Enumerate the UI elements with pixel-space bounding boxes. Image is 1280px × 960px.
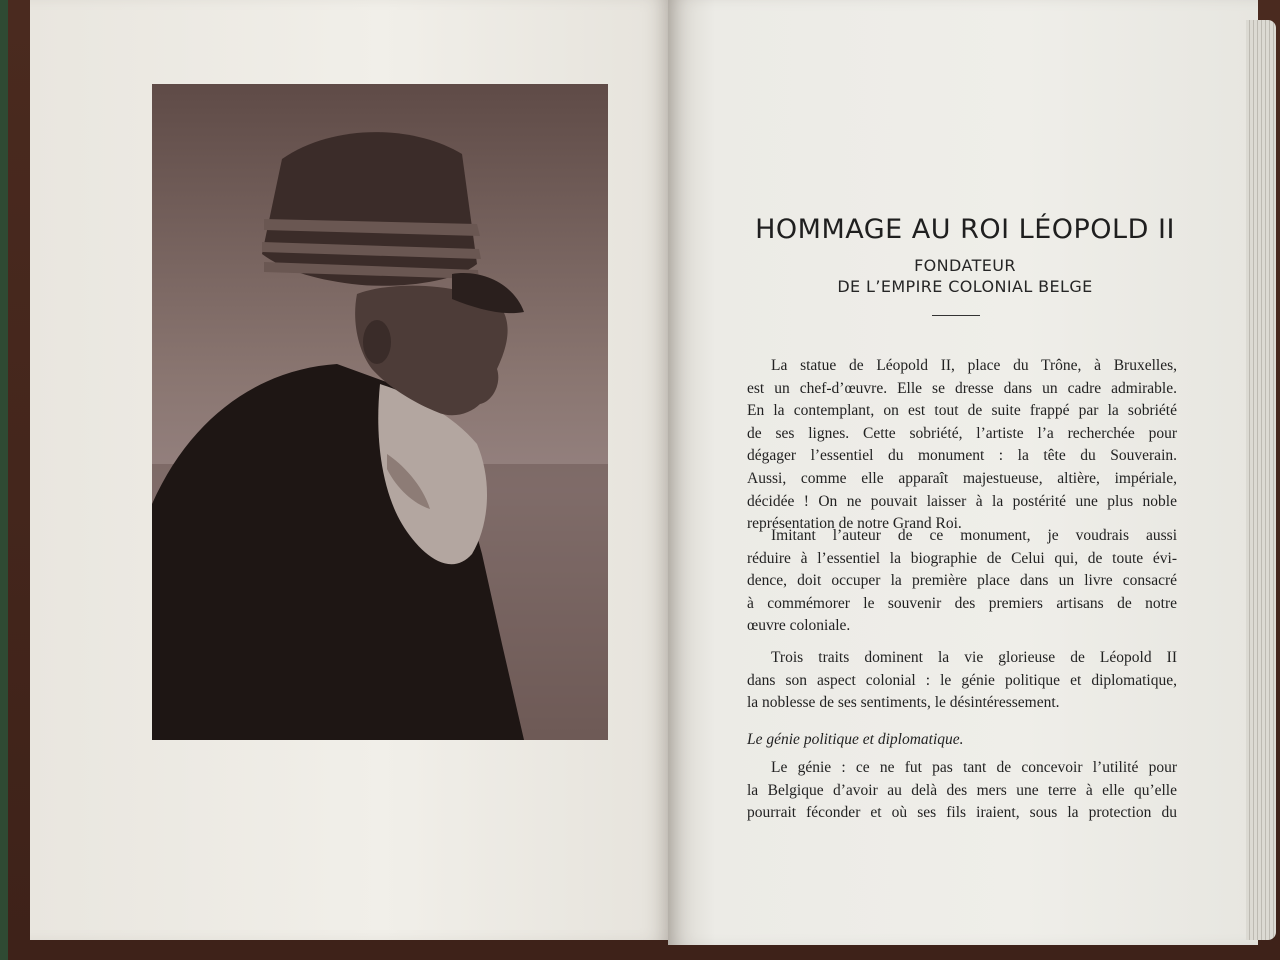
page-title: HOMMAGE AU ROI LÉOPOLD II — [755, 214, 1175, 245]
paragraph-3 — [747, 647, 1177, 715]
text-line: dans son aspect colonial : le génie politique et diplomatique, — [747, 671, 1177, 689]
title-divider — [932, 315, 980, 316]
text-line: dégager l’essentiel du monument : la tête du Souverain. — [747, 447, 1177, 465]
subtitle-line-2: DE L’EMPIRE COLONIAL BELGE — [837, 277, 1093, 296]
text-line: de ses lignes. Cette sobriété, l’artiste l’a recherchée pour — [747, 424, 1177, 442]
text-line: dence, doit occuper la première place dans un livre consacré — [747, 572, 1177, 590]
text-line: Le génie : ce ne fut pas tant de concevoir l’utilité pour — [771, 759, 1177, 776]
text-line: la Belgique d’avoir au delà des mers une terre à elle qu’elle — [747, 781, 1177, 799]
text-line: En la contemplant, on est tout de suite frappé par la sobriété — [747, 402, 1177, 420]
section-heading: Le génie politique et diplomatique. — [747, 731, 964, 748]
text-line: pourrait féconder et où ses fils iraient, sous la protection du — [747, 804, 1177, 822]
text-line: à commémorer le souvenir des premiers artisans de notre — [747, 594, 1177, 612]
portrait-photograph — [152, 84, 608, 740]
text-line: Aussi, comme elle apparaît majestueuse, altière, impériale, — [747, 469, 1177, 487]
text-line: représentation de notre Grand Roi. — [747, 515, 962, 533]
page-edges — [1246, 20, 1276, 940]
text-line: Imitant l’auteur de ce monument, je voudrais aussi — [771, 527, 1177, 544]
text-line: œuvre coloniale. — [747, 617, 851, 635]
subtitle-line-1: FONDATEUR — [914, 256, 1016, 275]
text-line: est un chef-d’œuvre. Elle se dresse dans un cadre admirable. — [747, 379, 1177, 397]
paragraph-2 — [747, 525, 1177, 638]
text-line: la noblesse de ses sentiments, le désintéressement. — [747, 694, 1060, 712]
text-line: Trois traits dominent la vie glorieuse de Léopold II — [771, 649, 1177, 666]
paragraph-1 — [747, 355, 1177, 536]
text-line: décidée ! On ne pouvait laisser à la postérité une plus noble — [747, 492, 1177, 510]
text-line: La statue de Léopold II, place du Trône, à Bruxelles, — [771, 357, 1177, 374]
paragraph-4 — [747, 757, 1177, 825]
text-line: réduire à l’essentiel la biographie de Celui qui, de toute évi- — [747, 549, 1177, 567]
